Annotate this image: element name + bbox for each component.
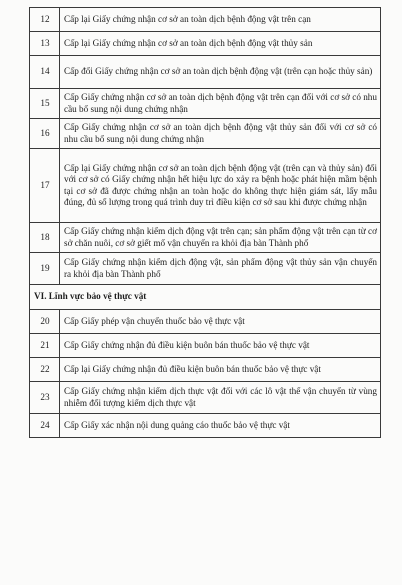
table-row	[30, 358, 381, 382]
row-number: 16	[30, 119, 60, 149]
row-text: Cấp đổi Giấy chứng nhận cơ sở an toàn dịch bệnh động vật (trên cạn hoặc thủy sản)	[60, 56, 381, 89]
table-row	[30, 223, 381, 253]
section-row	[30, 285, 381, 310]
row-number: 18	[30, 223, 60, 253]
section-title: VI. Lĩnh vực bảo vệ thực vật	[30, 285, 381, 310]
table-row	[30, 56, 381, 89]
table-row	[30, 32, 381, 56]
row-number: 24	[30, 414, 60, 438]
row-text: Cấp Giấy xác nhận nội dung quảng cáo thuốc bảo vệ thực vật	[60, 414, 381, 438]
row-text: Cấp lại Giấy chứng nhận cơ sở an toàn dịch bệnh động vật (trên cạn và thủy sản) đối với cơ sở có Giấy chứng nhận hết hiệu lực do xảy ra bệnh hoặc phát hiện mầm bệnh tại cơ sở đã được chứng nhận an toàn hoặc do không thực hiện giám sát, lấy mẫu đúng, đủ số lượng trong quá trình duy trì điều kiện cơ sở sau khi được chứng nhận	[60, 149, 381, 223]
row-number: 23	[30, 382, 60, 414]
table-row	[30, 89, 381, 119]
table-row	[30, 382, 381, 414]
row-text: Cấp Giấy chứng nhận kiểm dịch động vật, sản phẩm động vật thủy sản vận chuyển ra khỏi địa bàn Thành phố	[60, 253, 381, 285]
row-number: 14	[30, 56, 60, 89]
row-text: Cấp Giấy chứng nhận kiểm dịch động vật trên cạn; sản phẩm động vật trên cạn từ cơ sở chăn nuôi, cơ sở giết mổ vận chuyển ra khỏi địa bàn Thành phố	[60, 223, 381, 253]
table-row	[30, 334, 381, 358]
row-number: 13	[30, 32, 60, 56]
table-row	[30, 414, 381, 438]
table-row	[30, 119, 381, 149]
row-number: 17	[30, 149, 60, 223]
table-row	[30, 253, 381, 285]
row-text: Cấp lại Giấy chứng nhận cơ sở an toàn dịch bệnh động vật thủy sản	[60, 32, 381, 56]
table-row	[30, 149, 381, 223]
row-text: Cấp Giấy phép vận chuyển thuốc bảo vệ thực vật	[60, 310, 381, 334]
row-number: 19	[30, 253, 60, 285]
row-number: 12	[30, 8, 60, 32]
row-number: 15	[30, 89, 60, 119]
row-number: 22	[30, 358, 60, 382]
row-text: Cấp Giấy chứng nhận kiểm dịch thực vật đối với các lô vật thể vận chuyển từ vùng nhiễm đối tượng kiểm dịch thực vật	[60, 382, 381, 414]
row-text: Cấp Giấy chứng nhận đủ điều kiện buôn bán thuốc bảo vệ thực vật	[60, 334, 381, 358]
row-number: 20	[30, 310, 60, 334]
procedures-table	[29, 7, 381, 438]
row-text: Cấp lại Giấy chứng nhận đủ điều kiện buôn bán thuốc bảo vệ thực vật	[60, 358, 381, 382]
row-text: Cấp lại Giấy chứng nhận cơ sở an toàn dịch bệnh động vật trên cạn	[60, 8, 381, 32]
row-number: 21	[30, 334, 60, 358]
table-row	[30, 8, 381, 32]
row-text: Cấp Giấy chứng nhận cơ sở an toàn dịch bệnh động vật trên cạn đối với cơ sở có nhu cầu bổ sung nội dung chứng nhận	[60, 89, 381, 119]
row-text: Cấp Giấy chứng nhận cơ sở an toàn dịch bệnh động vật thủy sản đối với cơ sở có nhu cầu bổ sung nội dung chứng nhận	[60, 119, 381, 149]
table-row	[30, 310, 381, 334]
